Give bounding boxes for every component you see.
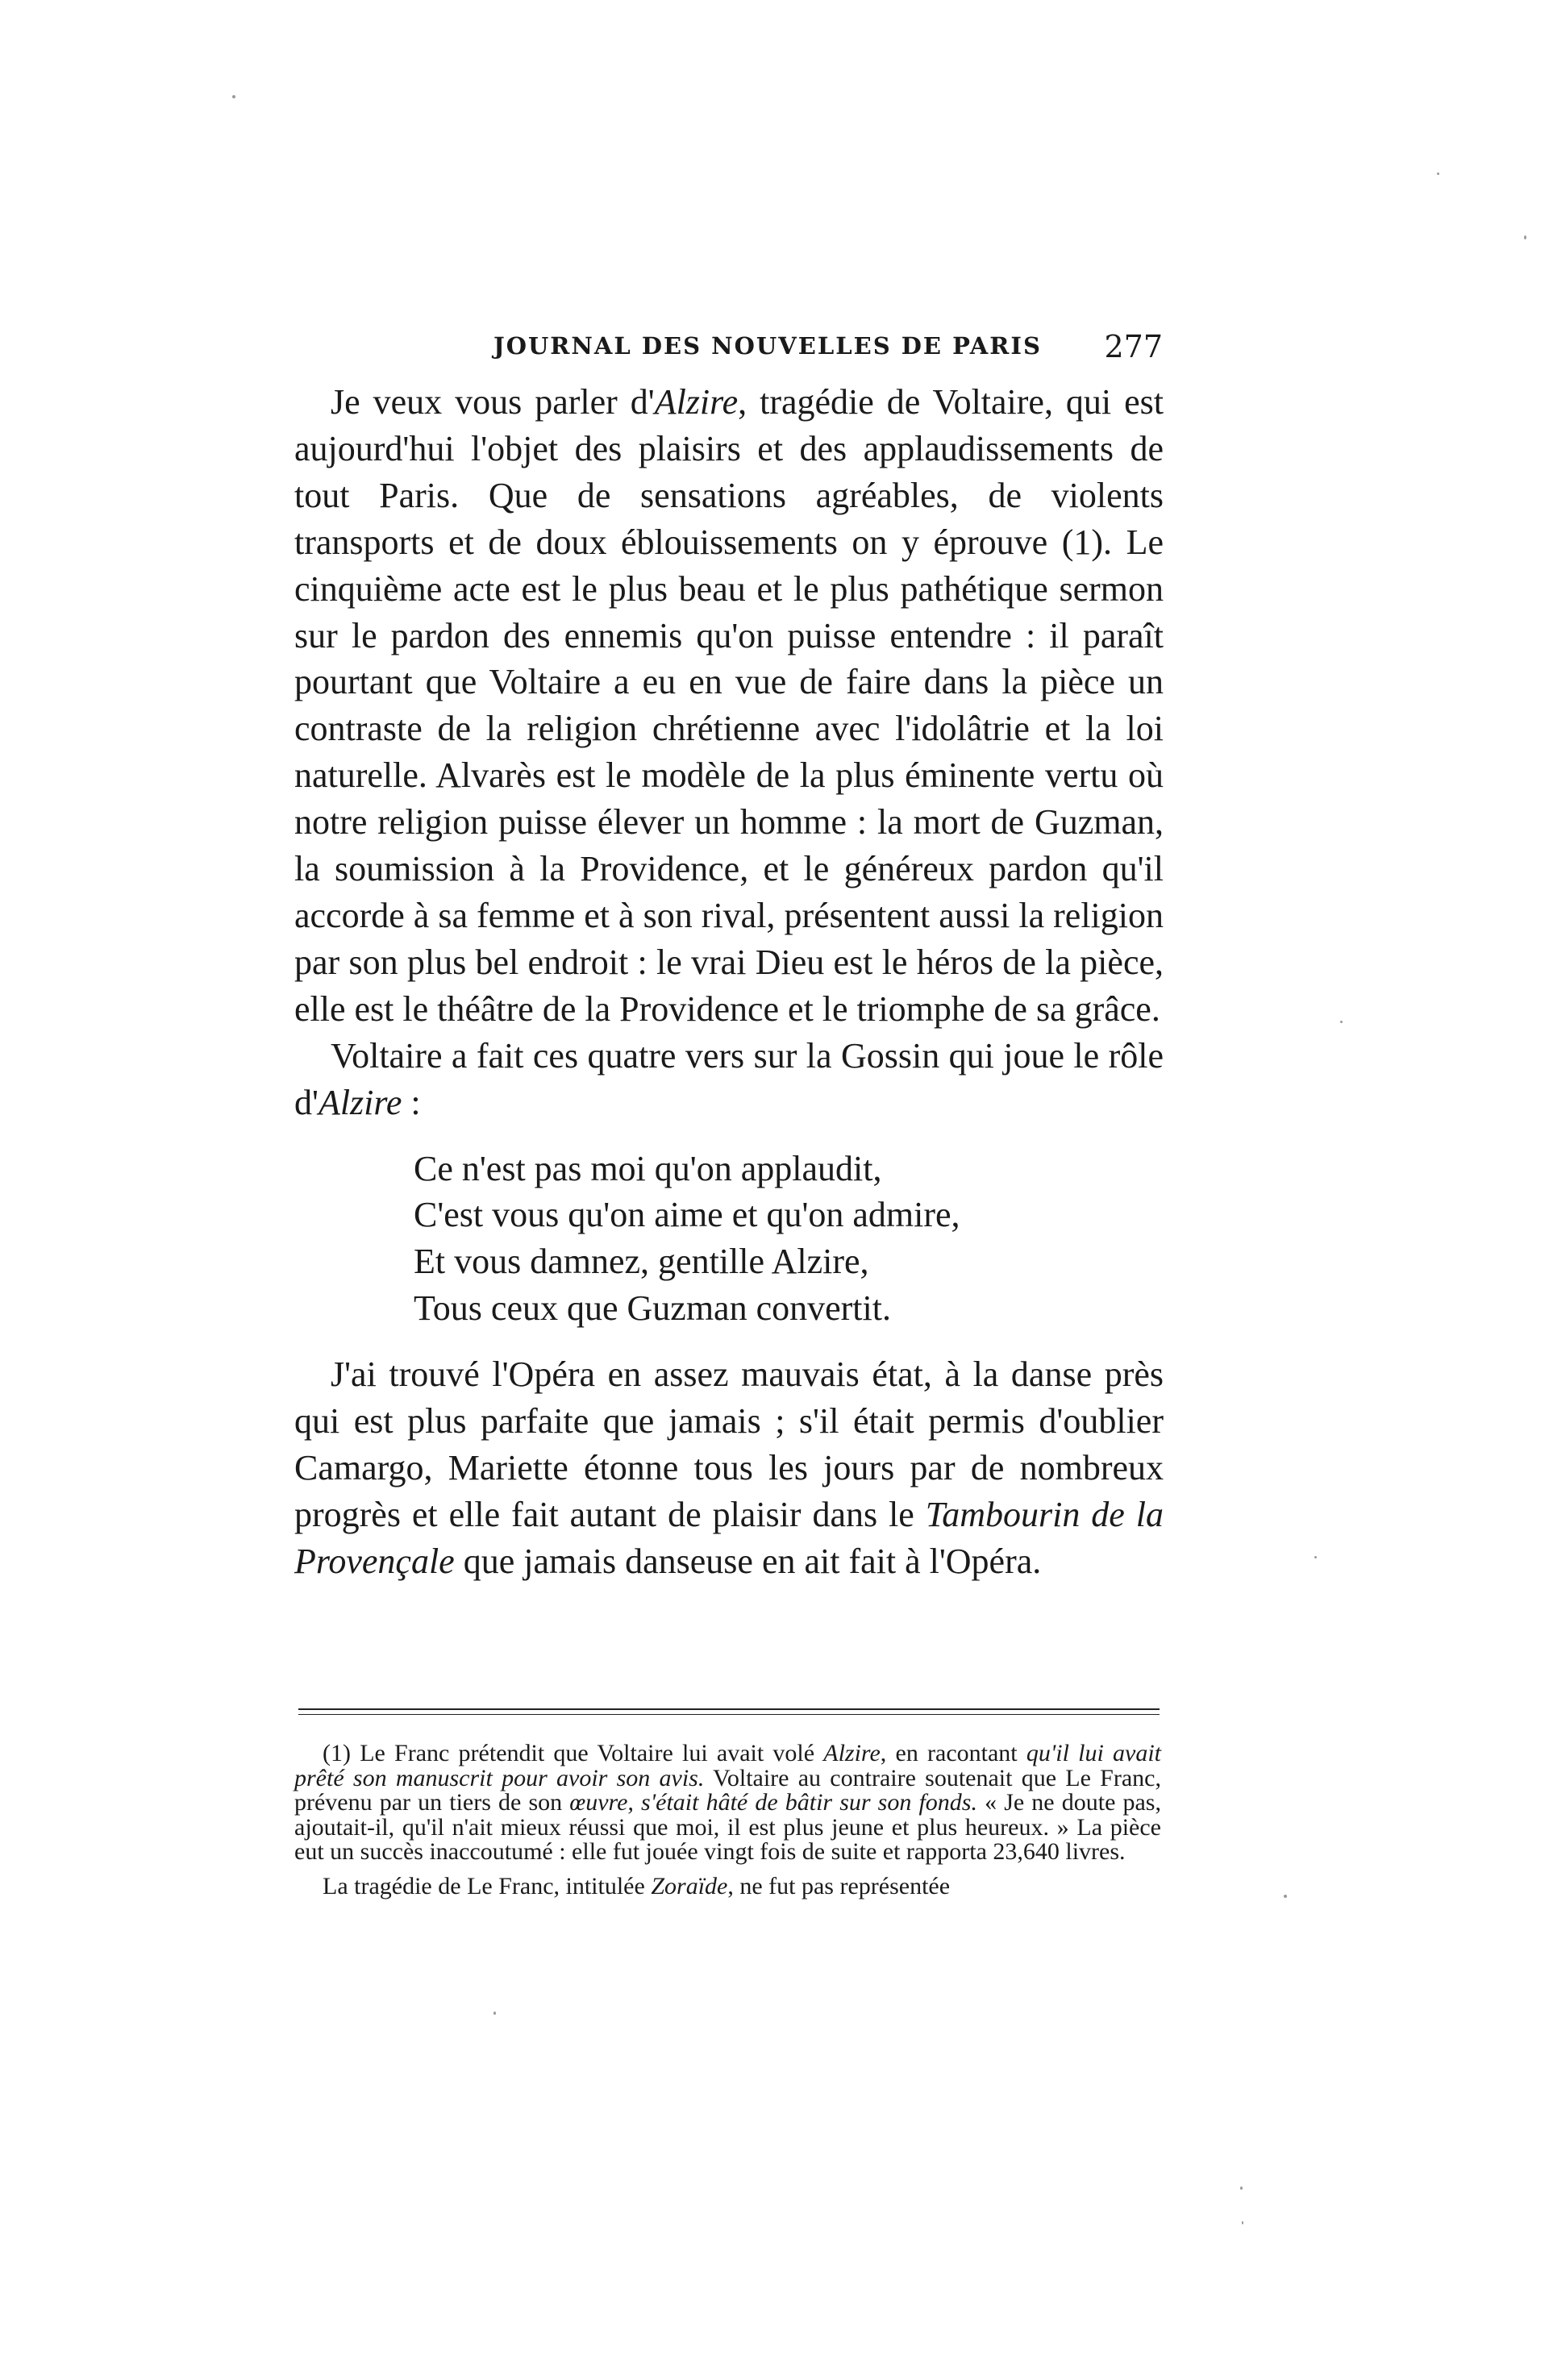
text-run: , tragédie de Voltaire, qui est aujourd'hui l'objet des plaisirs et des applaudissements de tout Paris. Que de sensations agréables, de violents transports et de doux éblouissements on y éprouve (1). Le cinquième acte est le plus beau et le plus pathétique sermon sur le pardon des ennemis qu'on puisse entendre : il paraît pourtant que Voltaire a eu en vue de faire dans la pièce un contraste de la religion chrétienne avec l'idolâtrie et la loi naturelle. Alvarès est le modèle de la plus éminente vertu où notre religion puisse élever un homme : la mort de Guzman, la soumission à la Providence, et le généreux pardon qu'il accorde à sa femme et à son rival, présentent aussi la religion par son plus bel endroit : le vrai Dieu est le héros de la pièce, elle est le théâtre de la Providence et le triomphe de sa grâce. xyxy=(294,382,1164,1029)
text-run: , en racontant xyxy=(880,1740,1026,1766)
paper-speck xyxy=(1284,1895,1287,1898)
verse-line: Tous ceux que Guzman convertit. xyxy=(414,1288,891,1329)
paragraph-gossin xyxy=(294,1033,1164,1126)
paper-speck xyxy=(1340,1021,1343,1023)
paper-speck xyxy=(493,2012,496,2015)
verse-quatrain xyxy=(414,1146,1164,1333)
main-text xyxy=(294,379,1164,1585)
text-run: Voltaire au contraire soutenait que Le Franc, prévenu par un tiers de son xyxy=(294,1764,1161,1816)
page-number: 277 xyxy=(1104,329,1163,364)
footnote-continuation xyxy=(294,1874,1161,1899)
verse-line: Et vous damnez, gentille Alzire, xyxy=(414,1242,869,1282)
text-run: que jamais danseuse en ait fait à l'Opéra. xyxy=(454,1541,1042,1581)
paper-speck xyxy=(1240,2187,1243,2190)
text-run: J'ai trouvé l'Opéra en assez mauvais état, à la danse près qui est plus parfaite que jamais ; s'il était permis d'oublier Camargo, Mariette étonne tous les jours par de nombreux progrès et elle fait autant de plaisir dans le xyxy=(294,1354,1164,1534)
verse-line: C'est vous qu'on aime et qu'on admire, xyxy=(414,1195,960,1235)
title-tambourin: Tambourin de la Provençale xyxy=(294,1494,1164,1581)
text-run: (1) Le Franc prétendit que Voltaire lui avait volé xyxy=(323,1740,824,1766)
title-alzire: Alzire xyxy=(823,1740,881,1766)
paragraph-alzire xyxy=(294,379,1164,1033)
page-header xyxy=(493,329,1163,371)
paper-speck xyxy=(1524,235,1526,239)
paper-speck xyxy=(1314,1556,1317,1558)
quoted-claim: qu'il lui avait prêté son manuscrit pour avoir son avis. xyxy=(294,1740,1162,1791)
footnote-1 xyxy=(294,1741,1161,1865)
running-title: JOURNAL DES NOUVELLES DE PARIS xyxy=(493,332,1042,360)
text-run: Voltaire a fait ces quatre vers sur la Gossin qui joue le rôle d' xyxy=(294,1035,1164,1122)
text-run: : xyxy=(402,1082,421,1122)
text-run: « Je ne doute pas, ajoutait-il, qu'il n'ait mieux réussi que moi, il est plus jeune et plus heureux. » La pièce eut un succès inaccoutumé : elle fut jouée vingt fois de suite et rapporta 23,640 livres. xyxy=(294,1789,1161,1865)
title-zoraide: Zoraïde xyxy=(651,1872,728,1899)
footnote-divider xyxy=(298,1708,1160,1715)
title-alzire: Alzire xyxy=(654,382,739,422)
text-run: Je veux vous parler d' xyxy=(331,382,655,422)
text-run: La tragédie de Le Franc, intitulée xyxy=(323,1872,652,1899)
quoted-oeuvre: œuvre, s'était hâté de bâtir sur son fonds. xyxy=(569,1789,977,1816)
paragraph-opera xyxy=(294,1351,1164,1585)
paper-speck xyxy=(232,95,235,98)
title-alzire: Alzire xyxy=(318,1082,402,1122)
verse-line: Ce n'est pas moi qu'on applaudit, xyxy=(414,1148,882,1188)
footnotes xyxy=(294,1741,1161,1899)
paper-speck xyxy=(1437,173,1439,175)
paper-speck xyxy=(1242,2221,1243,2224)
text-run: , ne fut pas représentée xyxy=(727,1872,951,1899)
